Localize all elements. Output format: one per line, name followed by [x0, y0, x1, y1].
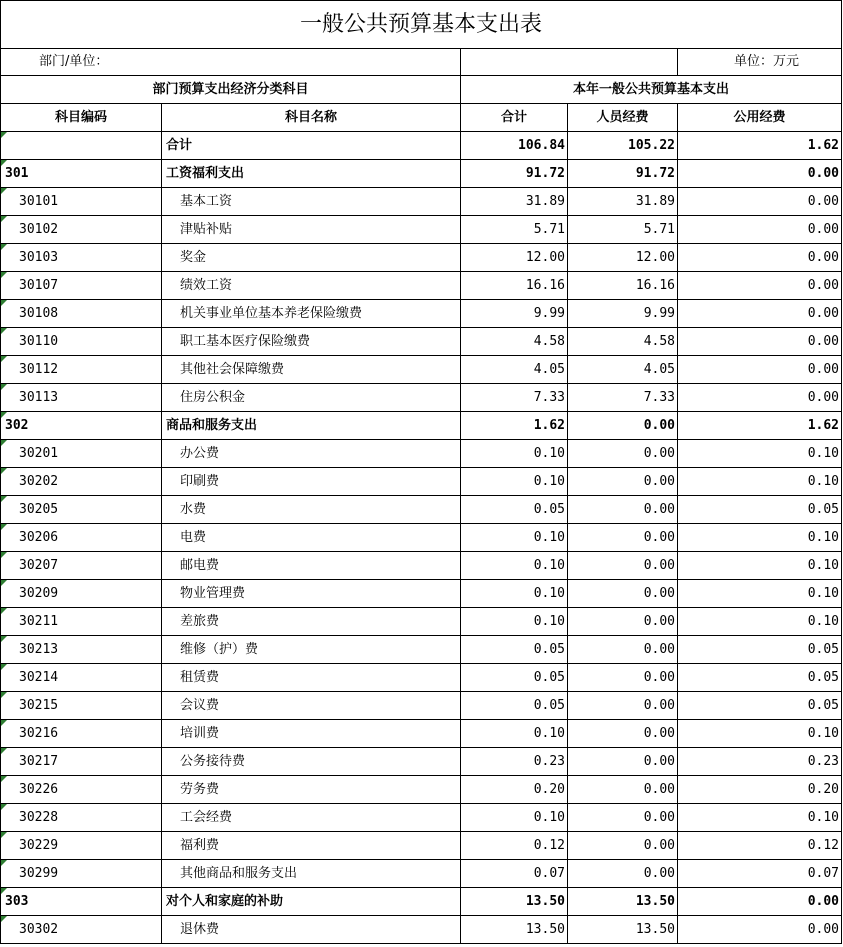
personnel-cell[interactable]: 13.50 — [568, 916, 678, 944]
unit-label[interactable]: 单位：万元 — [678, 49, 842, 76]
personnel-cell[interactable]: 31.89 — [568, 188, 678, 216]
table-row — [1, 888, 842, 916]
name-cell[interactable]: 维修（护）费 — [162, 636, 461, 664]
name-cell[interactable]: 工会经费 — [162, 804, 461, 832]
public-cell[interactable]: 0.10 — [678, 580, 842, 608]
code-cell[interactable]: 30226 — [1, 776, 162, 804]
code-cell[interactable]: 30229 — [1, 832, 162, 860]
header-left-group[interactable]: 部门预算支出经济分类科目 — [1, 76, 461, 104]
personnel-cell[interactable]: 4.05 — [568, 356, 678, 384]
public-cell[interactable]: 0.20 — [678, 776, 842, 804]
personnel-cell[interactable]: 105.22 — [568, 132, 678, 160]
header-code[interactable]: 科目编码 — [1, 104, 162, 132]
header-name[interactable]: 科目名称 — [162, 104, 461, 132]
table-row — [1, 188, 842, 216]
public-cell[interactable]: 0.05 — [678, 692, 842, 720]
public-cell[interactable]: 1.62 — [678, 132, 842, 160]
public-cell[interactable]: 0.10 — [678, 720, 842, 748]
total-cell[interactable]: 106.84 — [461, 132, 568, 160]
table-row — [1, 412, 842, 440]
name-cell[interactable]: 劳务费 — [162, 776, 461, 804]
public-cell[interactable]: 0.10 — [678, 608, 842, 636]
table-row — [1, 440, 842, 468]
name-cell[interactable]: 电费 — [162, 524, 461, 552]
public-cell[interactable]: 0.00 — [678, 244, 842, 272]
name-cell[interactable]: 住房公积金 — [162, 384, 461, 412]
name-cell[interactable]: 商品和服务支出 — [162, 412, 461, 440]
public-cell[interactable]: 0.00 — [678, 188, 842, 216]
code-cell[interactable]: 30213 — [1, 636, 162, 664]
table-row — [1, 692, 842, 720]
table-row — [1, 384, 842, 412]
name-cell[interactable]: 水费 — [162, 496, 461, 524]
table-row — [1, 860, 842, 888]
name-cell[interactable]: 奖金 — [162, 244, 461, 272]
total-cell[interactable]: 9.99 — [461, 300, 568, 328]
table-row — [1, 664, 842, 692]
code-cell[interactable]: 30112 — [1, 356, 162, 384]
name-cell[interactable]: 租赁费 — [162, 664, 461, 692]
name-cell[interactable]: 培训费 — [162, 720, 461, 748]
public-cell[interactable]: 0.10 — [678, 524, 842, 552]
name-cell[interactable]: 其他商品和服务支出 — [162, 860, 461, 888]
total-cell[interactable]: 0.23 — [461, 748, 568, 776]
name-cell[interactable]: 基本工资 — [162, 188, 461, 216]
total-cell[interactable]: 0.10 — [461, 580, 568, 608]
total-cell[interactable]: 1.62 — [461, 412, 568, 440]
code-cell[interactable]: 30211 — [1, 608, 162, 636]
total-cell[interactable]: 0.10 — [461, 608, 568, 636]
header-row — [1, 104, 842, 132]
total-cell[interactable]: 5.71 — [461, 216, 568, 244]
name-cell[interactable]: 福利费 — [162, 832, 461, 860]
personnel-cell[interactable]: 7.33 — [568, 384, 678, 412]
code-cell[interactable]: 30201 — [1, 440, 162, 468]
public-cell[interactable]: 0.00 — [678, 272, 842, 300]
personnel-cell[interactable]: 13.50 — [568, 888, 678, 916]
public-cell[interactable]: 0.12 — [678, 832, 842, 860]
table-row — [1, 804, 842, 832]
code-cell[interactable]: 303 — [1, 888, 162, 916]
code-cell[interactable]: 30202 — [1, 468, 162, 496]
total-cell[interactable]: 91.72 — [461, 160, 568, 188]
name-cell[interactable]: 邮电费 — [162, 552, 461, 580]
code-cell[interactable]: 30215 — [1, 692, 162, 720]
dept-label[interactable]: 部门/单位： — [1, 49, 461, 76]
code-cell[interactable]: 30302 — [1, 916, 162, 944]
personnel-cell[interactable]: 0.00 — [568, 608, 678, 636]
name-cell[interactable]: 工资福利支出 — [162, 160, 461, 188]
public-cell[interactable]: 0.00 — [678, 328, 842, 356]
name-cell[interactable]: 物业管理费 — [162, 580, 461, 608]
header-total[interactable]: 合计 — [461, 104, 568, 132]
personnel-cell[interactable]: 0.00 — [568, 440, 678, 468]
table-row — [1, 524, 842, 552]
total-cell[interactable]: 12.00 — [461, 244, 568, 272]
header-group-row — [1, 76, 842, 104]
public-cell[interactable]: 0.10 — [678, 552, 842, 580]
personnel-cell[interactable]: 91.72 — [568, 160, 678, 188]
total-cell[interactable]: 0.05 — [461, 496, 568, 524]
total-cell[interactable]: 0.07 — [461, 860, 568, 888]
public-cell[interactable]: 0.10 — [678, 468, 842, 496]
table-row — [1, 468, 842, 496]
table-row — [1, 832, 842, 860]
table-row — [1, 132, 842, 160]
total-cell[interactable]: 16.16 — [461, 272, 568, 300]
public-cell[interactable]: 0.10 — [678, 804, 842, 832]
personnel-cell[interactable]: 12.00 — [568, 244, 678, 272]
table-row — [1, 496, 842, 524]
personnel-cell[interactable]: 0.00 — [568, 832, 678, 860]
table-row — [1, 636, 842, 664]
personnel-cell[interactable]: 0.00 — [568, 412, 678, 440]
code-cell[interactable]: 30103 — [1, 244, 162, 272]
personnel-cell[interactable]: 0.00 — [568, 776, 678, 804]
total-cell[interactable]: 0.10 — [461, 720, 568, 748]
total-cell[interactable]: 4.58 — [461, 328, 568, 356]
table-row — [1, 748, 842, 776]
code-cell[interactable]: 30205 — [1, 496, 162, 524]
personnel-cell[interactable]: 0.00 — [568, 860, 678, 888]
personnel-cell[interactable]: 5.71 — [568, 216, 678, 244]
code-cell[interactable]: 30217 — [1, 748, 162, 776]
table-row — [1, 356, 842, 384]
table-row — [1, 216, 842, 244]
table-row — [1, 552, 842, 580]
code-cell[interactable]: 30216 — [1, 720, 162, 748]
code-cell[interactable]: 30228 — [1, 804, 162, 832]
name-cell[interactable]: 差旅费 — [162, 608, 461, 636]
table-row — [1, 160, 842, 188]
total-cell[interactable]: 7.33 — [461, 384, 568, 412]
personnel-cell[interactable]: 9.99 — [568, 300, 678, 328]
code-cell[interactable]: 30207 — [1, 552, 162, 580]
personnel-cell[interactable]: 0.00 — [568, 636, 678, 664]
public-cell[interactable]: 0.00 — [678, 300, 842, 328]
public-cell[interactable]: 0.00 — [678, 356, 842, 384]
table-row — [1, 608, 842, 636]
personnel-cell[interactable]: 0.00 — [568, 664, 678, 692]
total-cell[interactable]: 13.50 — [461, 888, 568, 916]
public-cell[interactable]: 0.05 — [678, 664, 842, 692]
personnel-cell[interactable]: 0.00 — [568, 720, 678, 748]
personnel-cell[interactable]: 0.00 — [568, 552, 678, 580]
public-cell[interactable]: 0.00 — [678, 888, 842, 916]
public-cell[interactable]: 0.00 — [678, 384, 842, 412]
code-cell[interactable] — [1, 132, 162, 160]
code-cell[interactable]: 30110 — [1, 328, 162, 356]
public-cell[interactable]: 0.05 — [678, 496, 842, 524]
name-cell[interactable]: 会议费 — [162, 692, 461, 720]
name-cell[interactable]: 对个人和家庭的补助 — [162, 888, 461, 916]
meta-row — [1, 49, 842, 76]
public-cell[interactable]: 0.05 — [678, 636, 842, 664]
total-cell[interactable]: 0.10 — [461, 552, 568, 580]
code-cell[interactable]: 30102 — [1, 216, 162, 244]
code-cell[interactable]: 30214 — [1, 664, 162, 692]
personnel-cell[interactable]: 16.16 — [568, 272, 678, 300]
total-cell[interactable]: 31.89 — [461, 188, 568, 216]
name-cell[interactable]: 津贴补贴 — [162, 216, 461, 244]
name-cell[interactable]: 机关事业单位基本养老保险缴费 — [162, 300, 461, 328]
personnel-cell[interactable]: 0.00 — [568, 748, 678, 776]
table-row — [1, 272, 842, 300]
code-cell[interactable]: 30107 — [1, 272, 162, 300]
total-cell[interactable]: 0.10 — [461, 468, 568, 496]
code-cell[interactable]: 302 — [1, 412, 162, 440]
header-right-group[interactable]: 本年一般公共预算基本支出 — [461, 76, 842, 104]
total-cell[interactable]: 0.12 — [461, 832, 568, 860]
code-cell[interactable]: 30299 — [1, 860, 162, 888]
code-cell[interactable]: 30206 — [1, 524, 162, 552]
total-cell[interactable]: 0.05 — [461, 692, 568, 720]
total-cell[interactable]: 0.10 — [461, 804, 568, 832]
personnel-cell[interactable]: 4.58 — [568, 328, 678, 356]
personnel-cell[interactable]: 0.00 — [568, 468, 678, 496]
table-row — [1, 328, 842, 356]
total-cell[interactable]: 0.10 — [461, 440, 568, 468]
personnel-cell[interactable]: 0.00 — [568, 692, 678, 720]
personnel-cell[interactable]: 0.00 — [568, 580, 678, 608]
public-cell[interactable]: 0.00 — [678, 160, 842, 188]
public-cell[interactable]: 0.07 — [678, 860, 842, 888]
table-row — [1, 244, 842, 272]
public-cell[interactable]: 1.62 — [678, 412, 842, 440]
code-cell[interactable]: 30209 — [1, 580, 162, 608]
table-title[interactable]: 一般公共预算基本支出表 — [1, 1, 842, 49]
total-cell[interactable]: 0.10 — [461, 524, 568, 552]
name-cell[interactable]: 绩效工资 — [162, 272, 461, 300]
total-cell[interactable]: 4.05 — [461, 356, 568, 384]
table-row — [1, 720, 842, 748]
total-cell[interactable]: 0.05 — [461, 636, 568, 664]
table-row — [1, 580, 842, 608]
code-cell[interactable]: 30108 — [1, 300, 162, 328]
total-cell[interactable]: 0.05 — [461, 664, 568, 692]
personnel-cell[interactable]: 0.00 — [568, 804, 678, 832]
meta-empty-cell[interactable] — [461, 49, 678, 76]
code-cell[interactable]: 30101 — [1, 188, 162, 216]
name-cell[interactable]: 退休费 — [162, 916, 461, 944]
name-cell[interactable]: 职工基本医疗保险缴费 — [162, 328, 461, 356]
name-cell[interactable]: 公务接待费 — [162, 748, 461, 776]
personnel-cell[interactable]: 0.00 — [568, 524, 678, 552]
personnel-cell[interactable]: 0.00 — [568, 496, 678, 524]
table-row — [1, 916, 842, 944]
name-cell[interactable]: 印刷费 — [162, 468, 461, 496]
code-cell[interactable]: 30113 — [1, 384, 162, 412]
total-cell[interactable]: 0.20 — [461, 776, 568, 804]
name-cell[interactable]: 合计 — [162, 132, 461, 160]
table-row — [1, 300, 842, 328]
name-cell[interactable]: 办公费 — [162, 440, 461, 468]
header-personnel[interactable]: 人员经费 — [568, 104, 678, 132]
header-public[interactable]: 公用经费 — [678, 104, 842, 132]
table-row — [1, 776, 842, 804]
public-cell[interactable]: 0.00 — [678, 216, 842, 244]
public-cell[interactable]: 0.10 — [678, 440, 842, 468]
public-cell[interactable]: 0.23 — [678, 748, 842, 776]
name-cell[interactable]: 其他社会保障缴费 — [162, 356, 461, 384]
total-cell[interactable]: 13.50 — [461, 916, 568, 944]
title-row — [1, 1, 842, 49]
public-cell[interactable]: 0.00 — [678, 916, 842, 944]
code-cell[interactable]: 301 — [1, 160, 162, 188]
